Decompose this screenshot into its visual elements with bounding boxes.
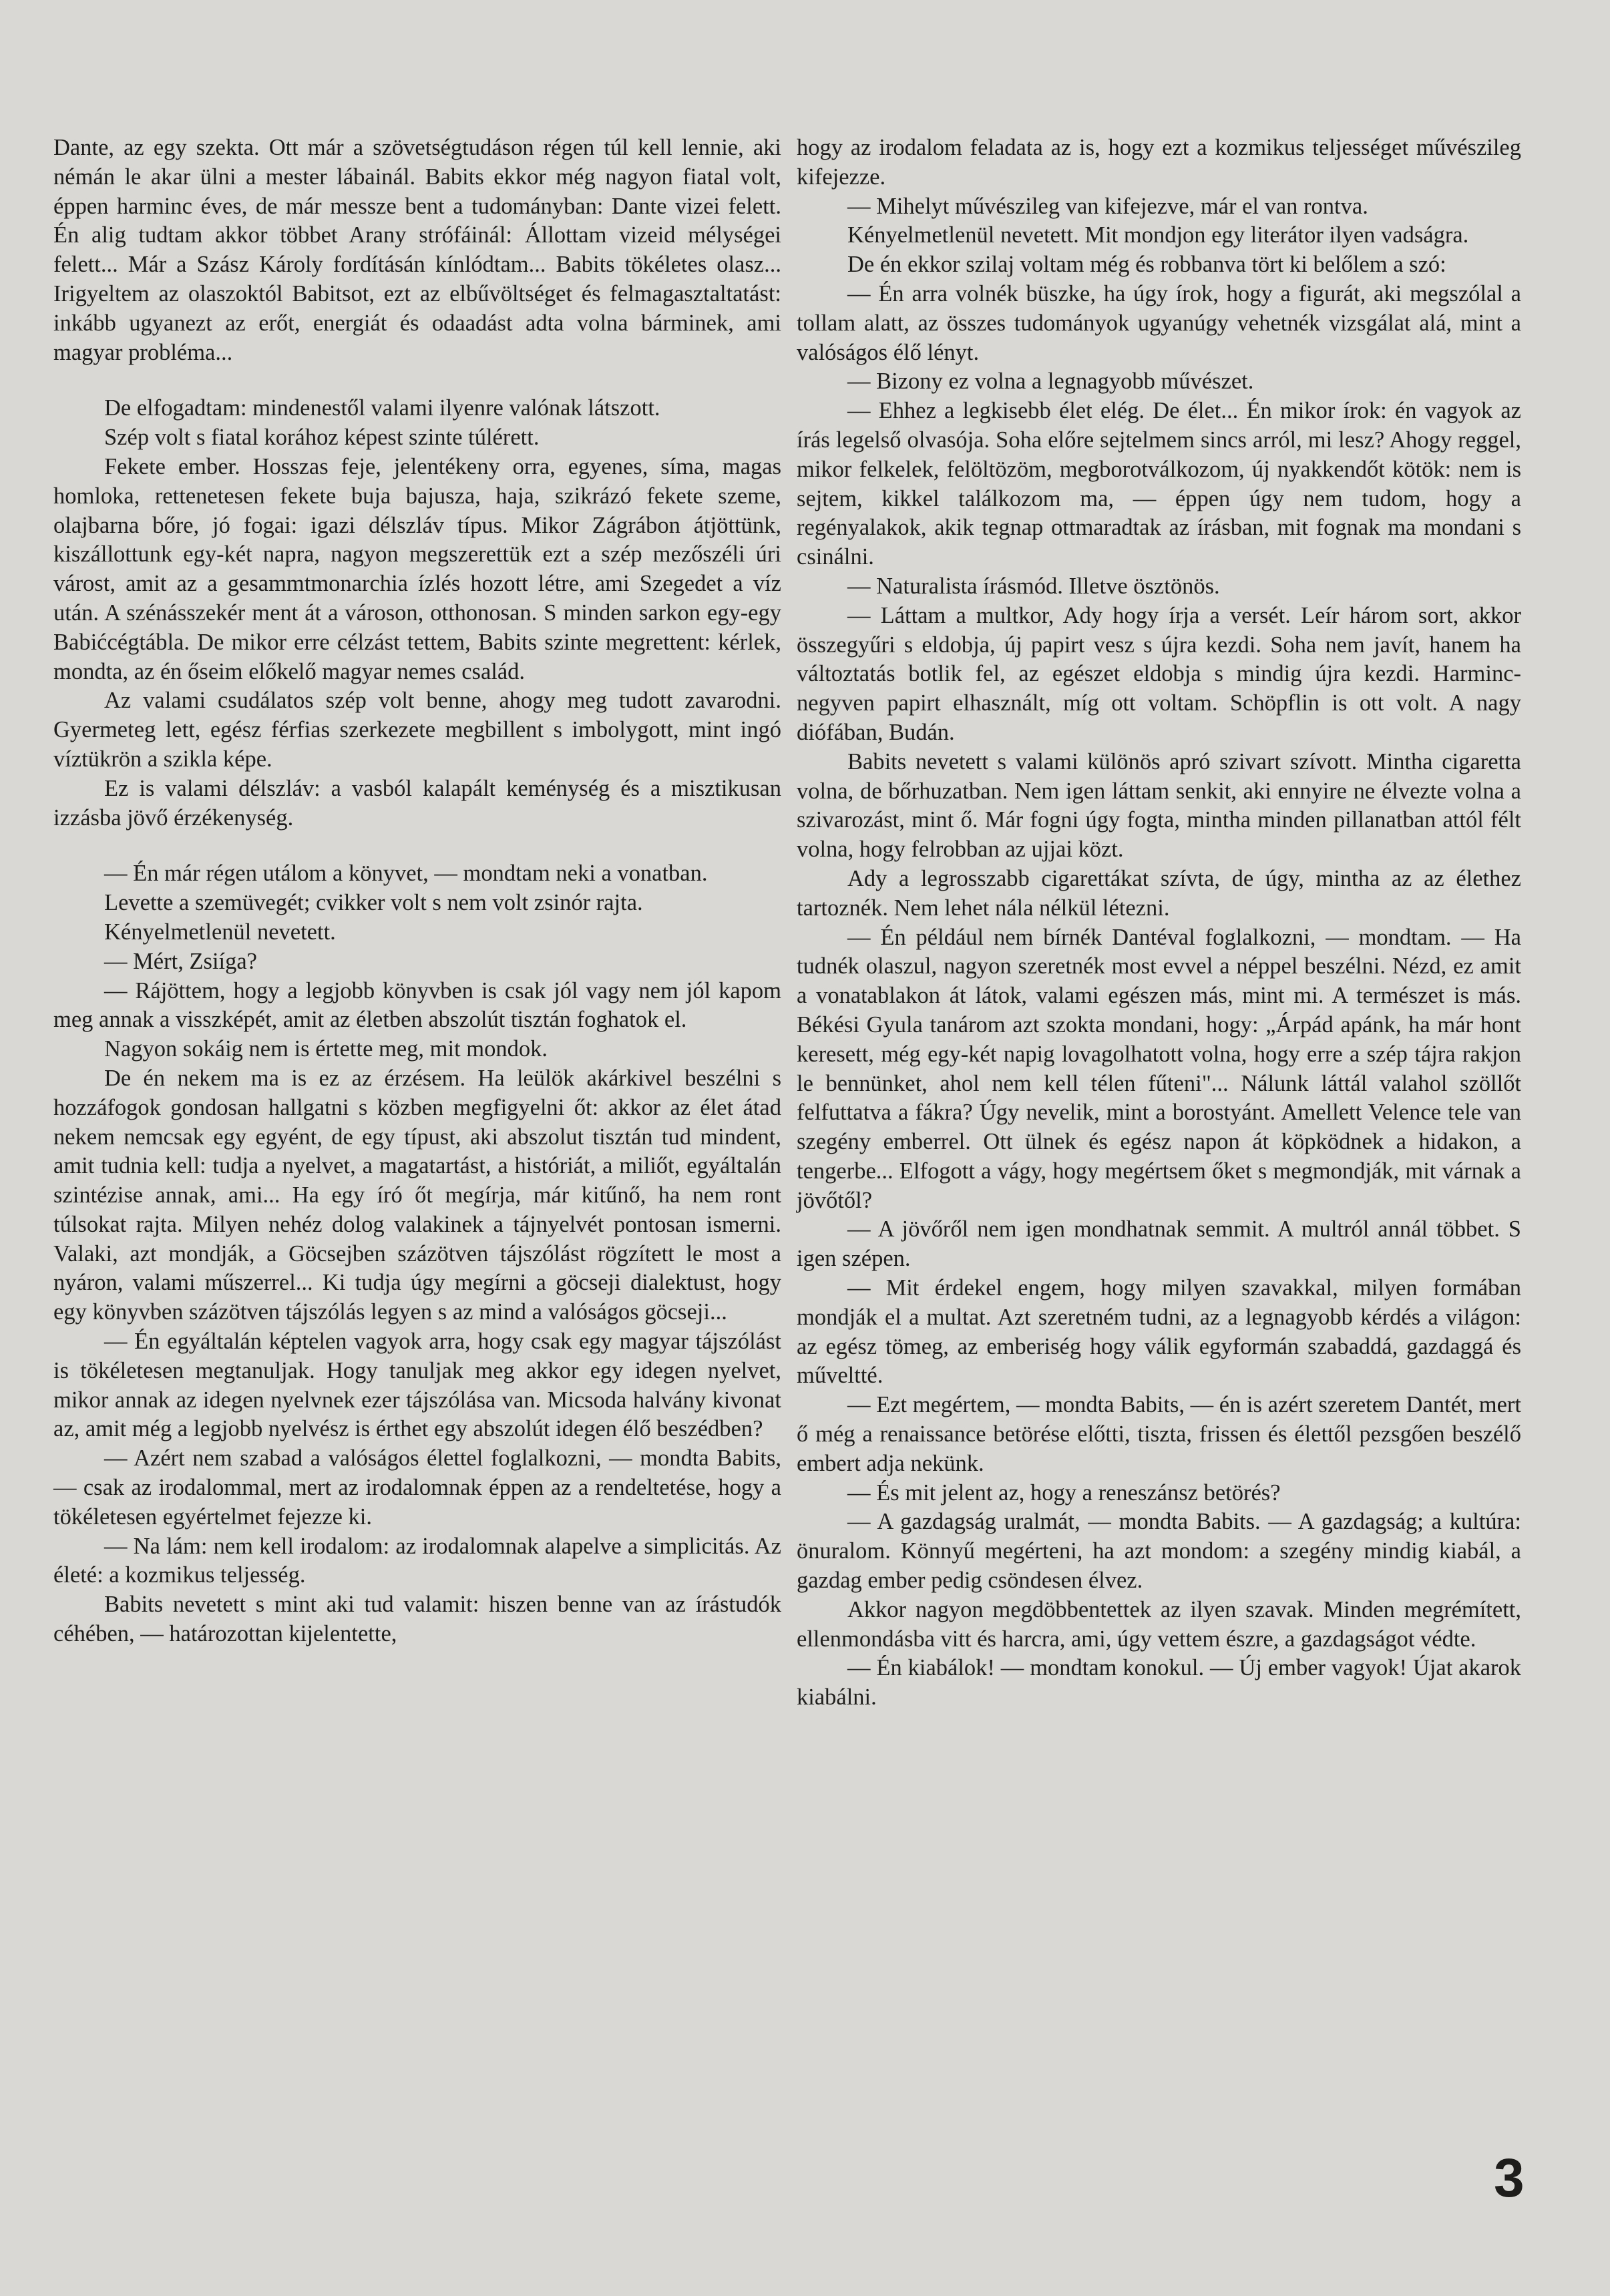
paragraph: — Na lám: nem kell irodalom: az irodalomnak alapelve a simplicitás. Az életé: a kozmikus teljesség. <box>53 1533 781 1588</box>
paragraph: Levette a szemüvegét; cvikker volt s nem volt zsinór rajta. <box>104 890 643 916</box>
paragraph: Akkor nagyon megdöbbentettek az ilyen szavak. Minden megrémített, ellenmondásba vitt és harcra, ami, úgy vettem észre, a gazdagságot védte. <box>797 1596 1521 1652</box>
paragraph: — Mit érdekel engem, hogy milyen szavakkal, milyen formában mondják el a multat. Azt szeretném tudni, az a legnagyobb kérdés a világon: az egész tömeg, az emberiség hogy válik egyformán szabaddá, gazdaggá és műveltté. <box>797 1275 1521 1389</box>
paragraph: Babits nevetett s mint aki tud valamit: hiszen benne van az írástudók céhében, — határozottan kijelentette, <box>53 1592 781 1647</box>
paragraph: — Naturalista írásmód. Illetve ösztönös. <box>847 573 1220 599</box>
paragraph: Ez is valami délszláv: a vasból kalapált keménység és a misztikusan izzásba jövő érzékenység. <box>53 775 781 831</box>
paragraph: — És mit jelent az, hogy a reneszánsz betörés? <box>847 1479 1281 1506</box>
paragraph: Kényelmetlenül nevetett. <box>104 919 336 945</box>
paragraph: — Ezt megértem, — mondta Babits, — én is azért szeretem Dantét, mert ő még a renaissance betörése előtti, tiszta, frissen és élettől pezsgően beszélő embert adja nekünk. <box>797 1392 1521 1476</box>
paragraph: Nagyon sokáig nem is értette meg, mit mondok. <box>104 1036 548 1062</box>
paragraph: Dante, az egy szekta. Ott már a szövetségtudáson régen túl kell lennie, aki némán le akar ülni a mester lábainál. Babits ekkor még nagyon fiatal volt, éppen harminc éves, de már messze bent a tudományban: Dante vizei felett. Én alig tudtam akkor többet Arany strófáinál: Állottam vizeid mélységei felett... Már a Szász Károly fordításán kínlódtam... Babits tökéletes olasz... Irigyeltem az olaszoktól Babitsot, ezt az elbűvöltséget és felmagasztaltatást: inkább ugyanezt az erőt, energiát és odaadást adta volna bárminek, ami magyar probléma... <box>53 135 781 365</box>
paragraph: — A gazdagság uralmát, — mondta Babits. — A gazdagság; a kultúra: önuralom. Könnyű megérteni, ha azt mondom: a szegény mindig kiabál, a gazdag ember pedig csöndesen élvez. <box>797 1509 1521 1594</box>
paragraph: hogy az irodalom feladata az is, hogy ezt a kozmikus teljességet művészileg kifejezze. <box>797 135 1521 190</box>
paragraph: De én nekem ma is ez az érzésem. Ha leülök akárkivel beszélni s hozzáfogok gondosan hallgatni s közben megfigyelni őt: akkor az élet átad nekem nemcsak egy egyént, de egy típust, aki abszolut tisztán tud mindent, amit tudnia kell: tudja a nyelvet, a magatartást, a históriát, a miliőt, egyáltalán szintézise annak, ami... Ha egy író őt megírja, már kitűnő, ha nem ront túlsokat rajta. Milyen nehéz dolog valakinek a tájnyelvét pontosan ismerni. Valaki, azt mondják, a Göcsejben százötven tájszólást rögzített le most a nyáron, valami műszerrel... Ki tudja úgy megírni a göcseji dialektust, hogy egy könyvben százötven tájszólás legyen s az mind a valóságos göcseji... <box>53 1065 781 1325</box>
paragraph: — Én egyáltalán képtelen vagyok arra, hogy csak egy magyar tájszólást is tökéletesen megtanuljak. Hogy tanuljak meg akkor egy idegen nyelvet, mikor annak az idegen nyelvnek ezer tájszólása van. Micsoda halvány kivonat az, amit még a legjobb nyelvész is érthet egy abszolút idegen élő beszédben? <box>53 1329 781 1442</box>
paragraph: — Én kiabálok! — mondtam konokul. — Új ember vagyok! Újat akarok kiabálni. <box>797 1655 1521 1710</box>
right-text-column <box>797 134 1521 1712</box>
paragraph: — Én már régen utálom a könyvet, — mondtam neki a vonatban. <box>104 861 708 887</box>
paragraph: Kényelmetlenül nevetett. Mit mondjon egy literátor ilyen vadságra. <box>847 222 1469 248</box>
paragraph: — Én például nem bírnék Dantéval foglalkozni, — mondtam. — Ha tudnék olaszul, nagyon szeretnék most evvel a néppel beszélni. Nézd, ez amit a vonatablakon át látok, valami egészen más, mint mi. A természet is más. Békési Gyula tanárom azt szokta mondani, hogy: „Árpád apánk, ha már hont keresett, még egy-két napig lovagolhatott volna, hogy erre a szép tájra rakjon le bennünket, ahol nem kell télen fűteni"... Nálunk láttál valahol szöllőt felfuttatva a fákra? Úgy nevelik, mint a borostyánt. Amellett Velence tele van szegény emberrel. Ott ülnek és egész napon át köpködnek a hidakon, a tengerbe... Elfogott a vágy, hogy megértsem őket s megmondják, mit várnak a jövőtől? <box>797 924 1521 1213</box>
paragraph: — Azért nem szabad a valóságos élettel foglalkozni, — mondta Babits, — csak az irodalommal, mert az irodalomnak éppen az a rendeltetése, hogy a tökéletesen egyértelmet fejezze ki. <box>53 1445 781 1530</box>
paragraph: De elfogadtam: mindenestől valami ilyenre valónak látszott. <box>104 395 660 421</box>
paragraph: Fekete ember. Hosszas feje, jelentékeny orra, egyenes, síma, magas homloka, rettenetesen fekete buja bajusza, haja, szikrázó fekete szeme, olajbarna bőre, jó fogai: igazi délszláv típus. Mikor Zágrábon átjöttünk, kiszállottunk egy-két napra, nagyon megszerettük ezt a szép mezőszéli úri várost, amit az a gesammtmonarchia ízlés hozott létre, ami Szegedet a víz után. A szénásszekér ment át a városon, otthonosan. S minden sarkon egy-egy Babićcégtábla. De mikor erre célzást tettem, Babits szinte megrettent: kérlek, mondta, az én őseim előkelő magyar nemes család. <box>53 453 781 684</box>
paragraph: De én ekkor szilaj voltam még és robbanva tört ki belőlem a szó: <box>847 252 1446 278</box>
paragraph: — Láttam a multkor, Ady hogy írja a versét. Leír három sort, akkor összegyűri s eldobja, új papirt vesz s újra kezdi. Soha nem javít, hanem ha változtatás botlik fel, az egészet eldobja s mindig újra kezdi. Harminc-negyven papirt elhasznált, míg ott voltam. Schöpflin is ott volt. A nagy diófában, Budán. <box>797 602 1521 745</box>
paragraph: — Rájöttem, hogy a legjobb könyvben is csak jól vagy nem jól kapom meg annak a visszképét, amit az életben abszolút tisztán foghatok el. <box>53 977 781 1033</box>
paragraph-gap <box>53 833 781 859</box>
paragraph-gap <box>53 367 781 394</box>
paragraph: — Ehhez a legkisebb élet elég. De élet... Én mikor írok: én vagyok az írás legelső olvasója. Soha előre sejtelmem sincs arról, mi lesz? Ahogy reggel, mikor felkelek, felöltözöm, megborotválkozom, új nyakkendőt kötök: nem is sejtem, kikkel találkozom ma, — éppen úgy nem tudom, hogy a regényalakok, akik tegnap ottmaradtak az írásban, mit fognak ma mondani s csinálni. <box>797 398 1521 570</box>
left-text-column <box>53 134 781 1649</box>
paragraph: — A jövőről nem igen mondhatnak semmit. A multról annál többet. S igen szépen. <box>797 1216 1521 1272</box>
paragraph: Szép volt s fiatal korához képest szinte túlérett. <box>104 425 540 451</box>
paragraph: — Én arra volnék büszke, ha úgy írok, hogy a figurát, aki megszólal a tollam alatt, az összes tudományok ugyanúgy vehetnék vizsgálat alá, mint a valóságos élő lényt. <box>797 280 1521 365</box>
page-number: 3 <box>1494 2148 1525 2209</box>
paragraph: — Mihelyt művészileg van kifejezve, már el van rontva. <box>847 193 1368 219</box>
paragraph: — Bizony ez volna a legnagyobb művészet. <box>847 369 1254 395</box>
paragraph: — Mért, Zsiíga? <box>104 948 257 974</box>
paragraph: Az valami csudálatos szép volt benne, ahogy meg tudott zavarodni. Gyermeteg lett, egész férfias szerkezete megbillent s imbolygott, mint ingó víztükrön a szikla képe. <box>53 688 781 772</box>
paragraph: Ady a legrosszabb cigarettákat szívta, de úgy, mintha az az élethez tartoznék. Nem lehet nála nélkül létezni. <box>797 865 1521 921</box>
paragraph: Babits nevetett s valami különös apró szivart szívott. Mintha cigaretta volna, de bőrhuzatban. Nem igen láttam senkit, aki ennyire ne élvezte volna a szivarozást, mint ő. Már fogni úgy fogta, mintha minden pillanatban attól félt volna, hogy felrobban az ujjai közt. <box>797 748 1521 863</box>
